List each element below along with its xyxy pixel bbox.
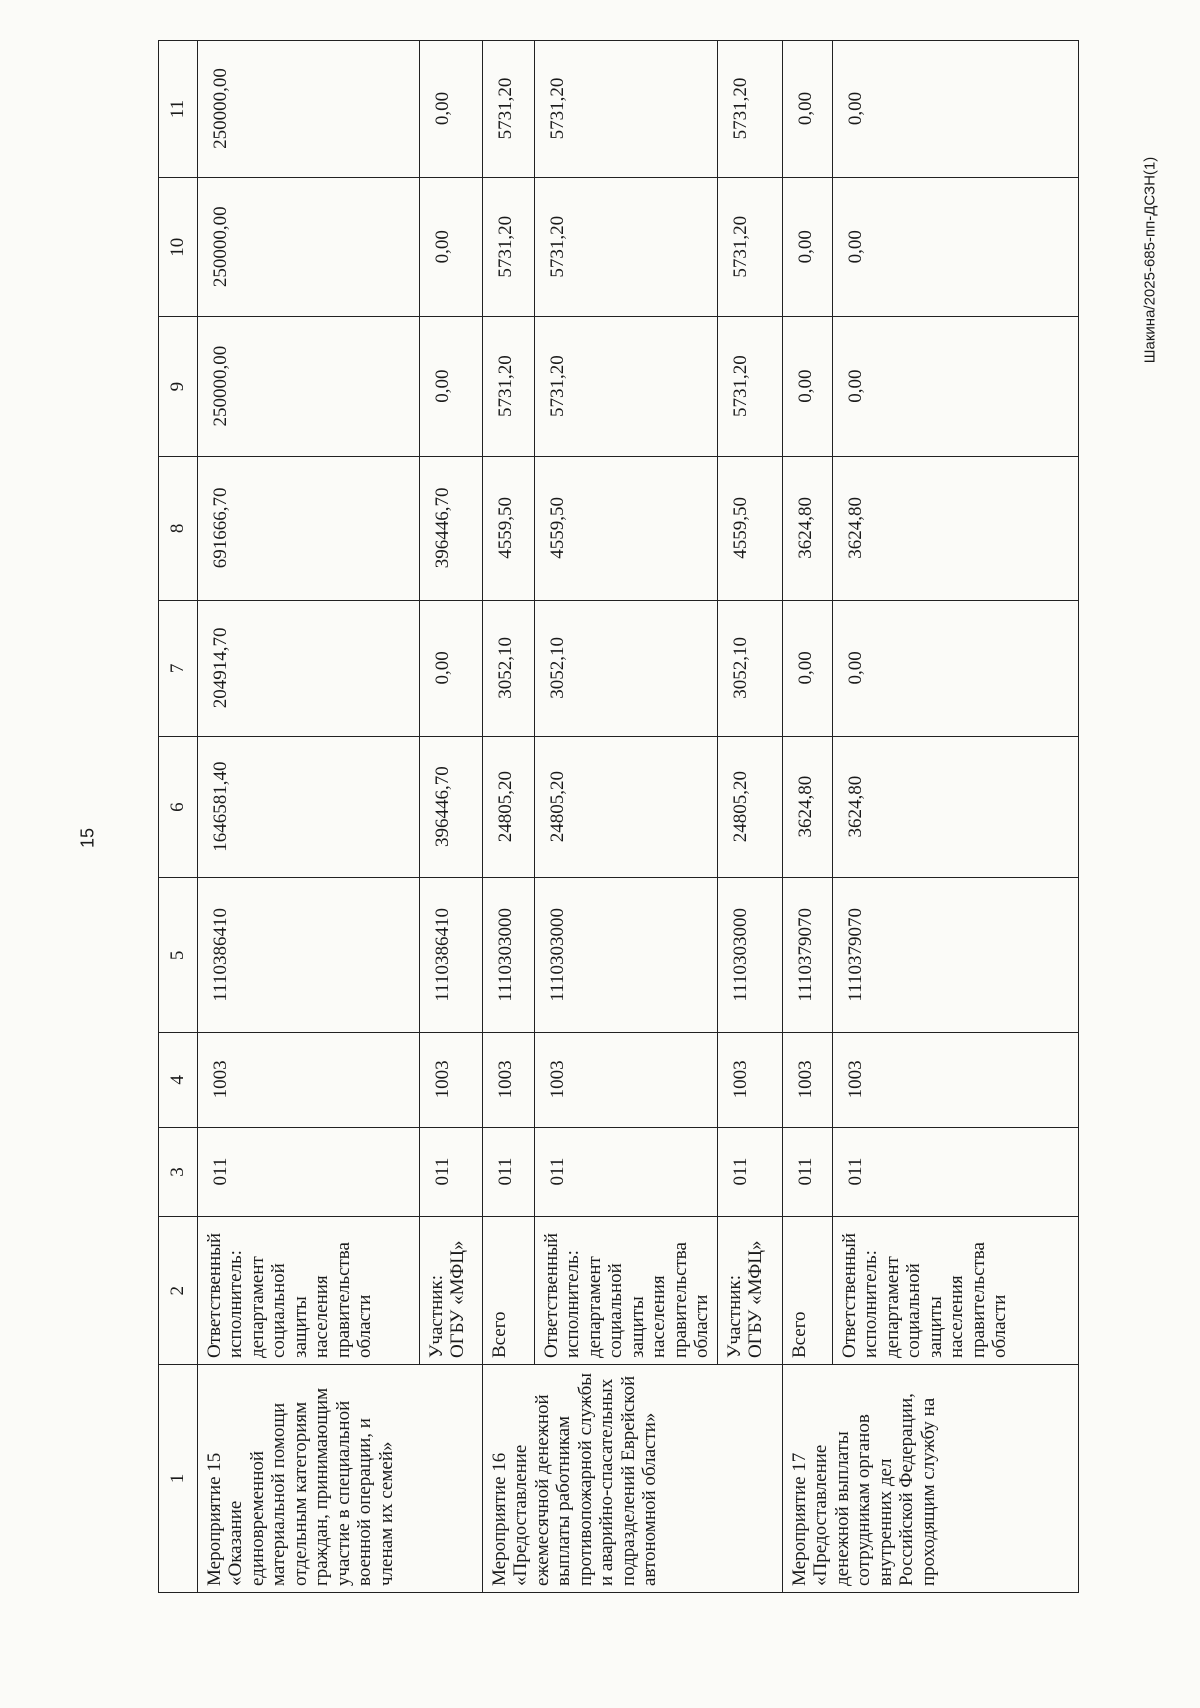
cell-col11: 250000,00 <box>198 41 420 178</box>
cell-col3: 011 <box>782 1127 832 1217</box>
cell-col10: 5731,20 <box>483 178 535 317</box>
cell-col3: 011 <box>717 1127 782 1217</box>
col-header-3: 3 <box>159 1127 198 1217</box>
cell-col7: 0,00 <box>782 600 832 736</box>
cell-col3: 011 <box>483 1127 535 1217</box>
table-row <box>535 41 718 1593</box>
cell-col4: 1003 <box>535 1033 718 1127</box>
cell-col10: 0,00 <box>782 178 832 317</box>
col-header-4: 4 <box>159 1033 198 1127</box>
cell-col11: 5731,20 <box>483 41 535 178</box>
cell-col5: 1110379070 <box>832 878 1078 1033</box>
cell-col6: 3624,80 <box>832 736 1078 878</box>
cell-col11: 0,00 <box>420 41 483 178</box>
cell-col10: 5731,20 <box>717 178 782 317</box>
cell-col5: 1110386410 <box>198 878 420 1033</box>
cell-col4: 1003 <box>483 1033 535 1127</box>
cell-col6: 1646581,40 <box>198 736 420 878</box>
cell-col11: 5731,20 <box>717 41 782 178</box>
cell-col3: 011 <box>198 1127 420 1217</box>
cell-col6: 24805,20 <box>535 736 718 878</box>
cell-col9: 0,00 <box>782 317 832 456</box>
cell-col7: 3052,10 <box>483 600 535 736</box>
cell-col11: 0,00 <box>832 41 1078 178</box>
cell-col9: 5731,20 <box>535 317 718 456</box>
cell-col8: 396446,70 <box>420 456 483 600</box>
budget-table <box>158 40 1079 1593</box>
cell-col3: 011 <box>420 1127 483 1217</box>
column-number-row <box>159 41 198 1593</box>
cell-col4: 1003 <box>782 1033 832 1127</box>
table-row <box>832 41 1078 1593</box>
cell-col4: 1003 <box>198 1033 420 1127</box>
cell-col9: 5731,20 <box>717 317 782 456</box>
cell-col8: 4559,50 <box>483 456 535 600</box>
cell-col10: 0,00 <box>420 178 483 317</box>
cell-col8: 691666,70 <box>198 456 420 600</box>
budget-table-container <box>158 40 1079 1593</box>
cell-col8: 4559,50 <box>535 456 718 600</box>
cell-col6: 396446,70 <box>420 736 483 878</box>
cell-col4: 1003 <box>832 1033 1078 1127</box>
cell-col7: 3052,10 <box>535 600 718 736</box>
table-row <box>420 41 483 1593</box>
cell-col11: 5731,20 <box>535 41 718 178</box>
table-row <box>782 41 832 1593</box>
role-cell: Всего <box>782 1217 832 1365</box>
cell-col3: 011 <box>535 1127 718 1217</box>
event-16-name: Мероприятие 16 «Предоставление ежемесячной денежной выплаты работникам противопожарной службы и аварийно-спасательных подразделений Еврейской автономной области» <box>483 1365 783 1593</box>
col-header-5: 5 <box>159 878 198 1033</box>
cell-col8: 4559,50 <box>717 456 782 600</box>
cell-col9: 0,00 <box>420 317 483 456</box>
cell-col6: 3624,80 <box>782 736 832 878</box>
cell-col7: 3052,10 <box>717 600 782 736</box>
col-header-8: 8 <box>159 456 198 600</box>
cell-col5: 1110303000 <box>483 878 535 1033</box>
cell-col11: 0,00 <box>782 41 832 178</box>
cell-col4: 1003 <box>717 1033 782 1127</box>
role-cell: Ответственный исполнитель: департамент социальной защиты населения правительства области <box>535 1217 718 1365</box>
col-header-10: 10 <box>159 178 198 317</box>
document-code: Шакина/2025-685-пп-ДСЗН(1) <box>1141 156 1159 364</box>
col-header-1: 1 <box>159 1365 198 1593</box>
col-header-6: 6 <box>159 736 198 878</box>
cell-col10: 0,00 <box>832 178 1078 317</box>
cell-col5: 1110303000 <box>717 878 782 1033</box>
cell-col5: 1110386410 <box>420 878 483 1033</box>
col-header-11: 11 <box>159 41 198 178</box>
col-header-9: 9 <box>159 317 198 456</box>
col-header-2: 2 <box>159 1217 198 1365</box>
cell-col9: 0,00 <box>832 317 1078 456</box>
page-number: 15 <box>77 827 98 849</box>
cell-col8: 3624,80 <box>782 456 832 600</box>
cell-col5: 1110303000 <box>535 878 718 1033</box>
cell-col4: 1003 <box>420 1033 483 1127</box>
cell-col6: 24805,20 <box>717 736 782 878</box>
cell-col9: 250000,00 <box>198 317 420 456</box>
table-row <box>717 41 782 1593</box>
cell-col10: 250000,00 <box>198 178 420 317</box>
col-header-7: 7 <box>159 600 198 736</box>
cell-col8: 3624,80 <box>832 456 1078 600</box>
cell-col3: 011 <box>832 1127 1078 1217</box>
cell-col9: 5731,20 <box>483 317 535 456</box>
event-15-name: Мероприятие 15 «Оказание единовременной материальной помощи отдельным категориям граждан, принимающим участие в специальной военной операции, и членам их семей» <box>198 1365 483 1593</box>
role-cell: Всего <box>483 1217 535 1365</box>
cell-col7: 204914,70 <box>198 600 420 736</box>
table-row <box>198 41 420 1593</box>
event-17-name: Мероприятие 17 «Предоставление денежной выплаты сотрудникам органов внутренних дел Российской Федерации, проходящим службу на <box>782 1365 1078 1593</box>
role-cell: Ответственный исполнитель: департамент социальной защиты населения правительства области <box>832 1217 1078 1365</box>
cell-col10: 5731,20 <box>535 178 718 317</box>
role-cell: Участник: ОГБУ «МФЦ» <box>717 1217 782 1365</box>
cell-col6: 24805,20 <box>483 736 535 878</box>
table-row <box>483 41 535 1593</box>
cell-col5: 1110379070 <box>782 878 832 1033</box>
role-cell: Ответственный исполнитель: департамент социальной защиты населения правительства области <box>198 1217 420 1365</box>
role-cell: Участник: ОГБУ «МФЦ» <box>420 1217 483 1365</box>
cell-col7: 0,00 <box>832 600 1078 736</box>
cell-col7: 0,00 <box>420 600 483 736</box>
